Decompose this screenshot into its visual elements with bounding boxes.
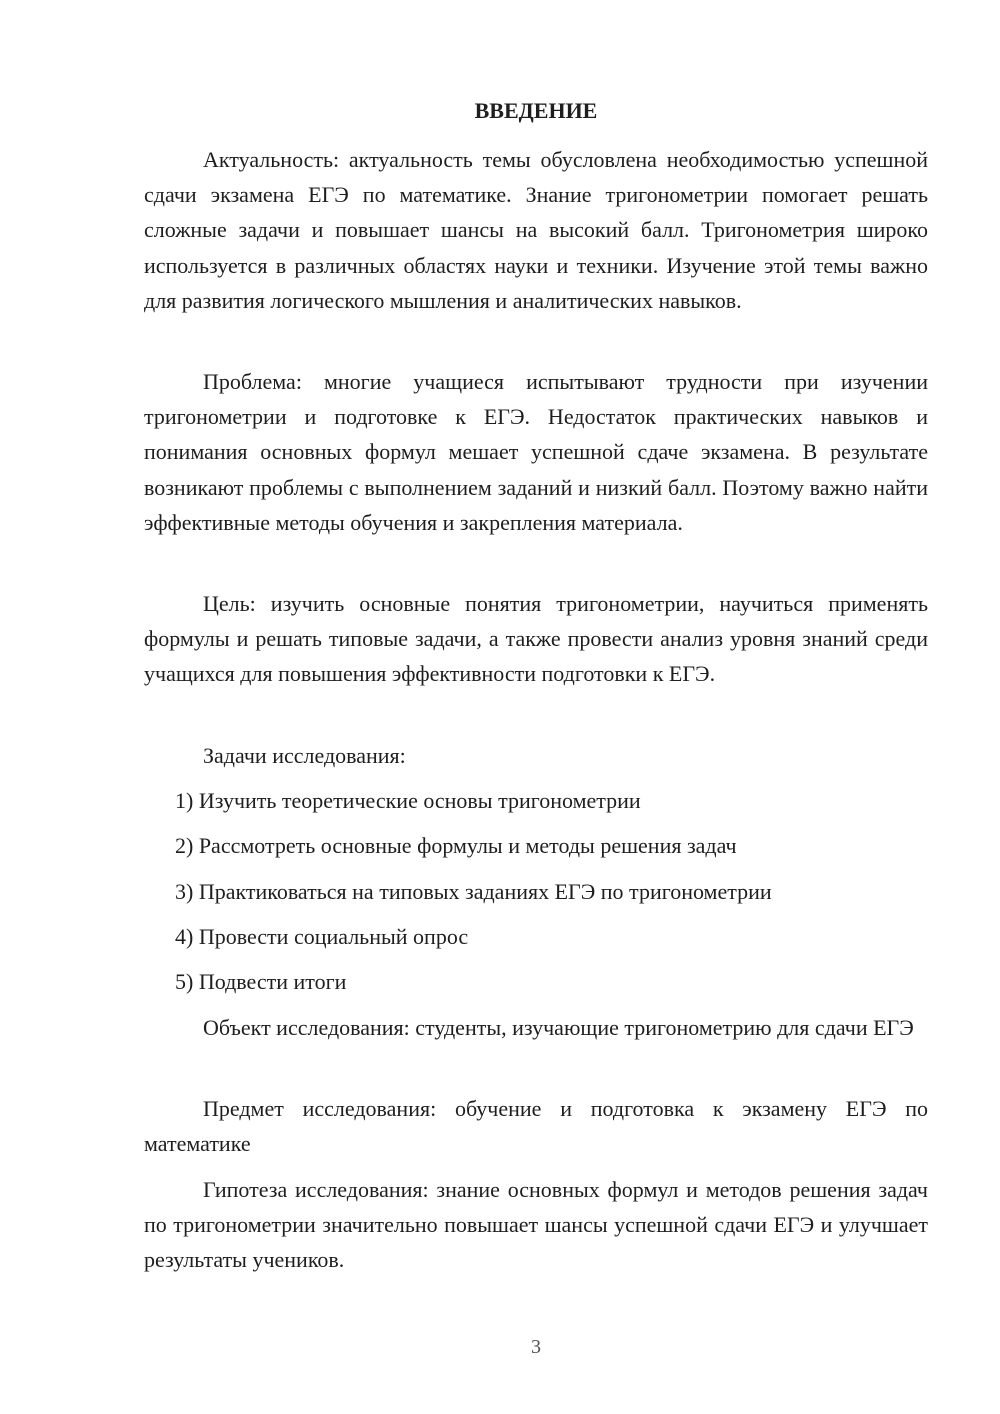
paragraph-hypothesis: Гипотеза исследования: знание основных формул и методов решения задач по тригонометрии значительно повышает шансы успешной сдачи ЕГЭ и улучшает результаты учеников.: [144, 1177, 928, 1273]
task-item: 5) Подвести итоги: [175, 969, 347, 994]
page-number: 3: [531, 1336, 541, 1358]
tasks-heading: Задачи исследования:: [203, 743, 406, 768]
task-item: 2) Рассмотреть основные формулы и методы решения задач: [175, 833, 737, 858]
paragraph-problem: Проблема: многие учащиеся испытывают трудности при изучении тригонометрии и подготовке к ЕГЭ. Недостаток практических навыков и понимания основных формул мешает успешной сдаче экзамена. В результате возникают проблемы с выполнением заданий и низкий балл. Поэтому важно найти эффективные методы обучения и закрепления материала.: [144, 369, 928, 535]
task-item: 4) Провести социальный опрос: [175, 924, 469, 949]
task-item: 1) Изучить теоретические основы тригонометрии: [175, 788, 641, 813]
paragraph-object: Объект исследования: студенты, изучающие тригонометрию для сдачи ЕГЭ: [203, 1015, 914, 1040]
paragraph-goal: Цель: изучить основные понятия тригонометрии, научиться применять формулы и решать типовые задачи, а также провести анализ уровня знаний среди учащихся для повышения эффективности подготовки к ЕГЭ.: [144, 591, 928, 687]
task-item: 3) Практиковаться на типовых заданиях ЕГЭ по тригонометрии: [175, 879, 772, 904]
paragraph-subject: Предмет исследования: обучение и подготовка к экзамену ЕГЭ по математике: [144, 1096, 928, 1157]
section-title: ВВЕДЕНИЕ: [474, 98, 598, 123]
paragraph-relevance: Актуальность: актуальность темы обусловлена необходимостью успешной сдачи экзамена ЕГЭ по математике. Знание тригонометрии помогает решать сложные задачи и повышает шансы на высокий балл. Тригонометрия широко используется в различных областях науки и техники. Изучение этой темы важно для развития логического мышления и аналитических навыков.: [144, 147, 928, 313]
